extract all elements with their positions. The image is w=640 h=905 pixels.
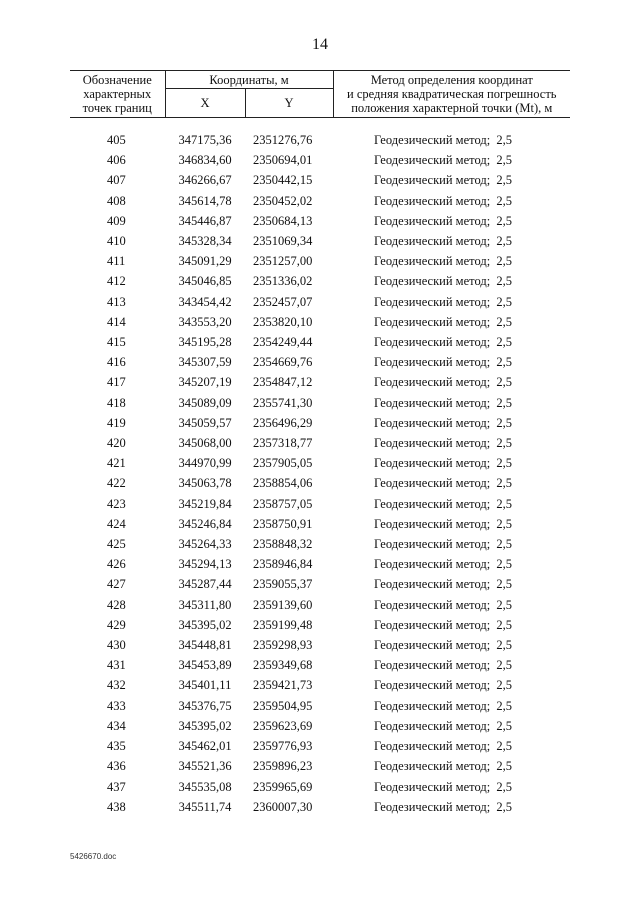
cell-x: 345294,13 xyxy=(178,557,232,572)
cell-x: 347175,36 xyxy=(178,133,232,147)
cell-point: 416 xyxy=(107,355,126,370)
cell-y: 2359298,93 xyxy=(253,638,313,653)
cell-method xyxy=(333,797,570,817)
cell-x: 345195,28 xyxy=(178,335,232,350)
cell-x: 345614,78 xyxy=(178,193,232,208)
method-text: Геодезический метод; xyxy=(374,213,491,228)
mt-value: 2,5 xyxy=(496,759,513,774)
cell-method xyxy=(333,393,570,413)
method-text: Геодезический метод; xyxy=(374,557,491,572)
mt-value: 2,5 xyxy=(496,153,513,168)
cell-y: 2350442,15 xyxy=(253,173,313,188)
cell-y: 2359349,68 xyxy=(253,658,313,673)
cell-x: 345264,33 xyxy=(178,537,232,552)
cell-method xyxy=(333,271,570,291)
cell-method xyxy=(333,332,570,352)
cell-y: 2354847,12 xyxy=(253,375,313,390)
cell-x: 345453,89 xyxy=(178,658,232,673)
method-text: Геодезический метод; xyxy=(374,153,491,168)
cell-method xyxy=(333,615,570,635)
header-method xyxy=(333,71,570,118)
method-text: Геодезический метод; xyxy=(374,739,491,754)
mt-value: 2,5 xyxy=(496,415,513,430)
cell-y: 2354249,44 xyxy=(253,335,313,350)
cell-point: 432 xyxy=(107,678,126,693)
cell-point: 430 xyxy=(107,638,126,653)
cell-method xyxy=(333,191,570,211)
table-row xyxy=(70,332,570,352)
mt-value: 2,5 xyxy=(496,436,513,451)
cell-method xyxy=(333,777,570,797)
cell-point: 438 xyxy=(107,799,126,814)
mt-value: 2,5 xyxy=(496,254,513,269)
method-text: Геодезический метод; xyxy=(374,294,491,309)
cell-point: 437 xyxy=(107,779,126,794)
coordinates-table xyxy=(70,70,570,817)
cell-y: 2351336,02 xyxy=(253,274,313,289)
cell-x: 345521,36 xyxy=(178,759,232,774)
cell-x: 346834,60 xyxy=(178,153,232,168)
table-row xyxy=(70,534,570,554)
cell-x: 346266,67 xyxy=(178,173,232,188)
mt-value: 2,5 xyxy=(496,476,513,491)
mt-value: 2,5 xyxy=(496,294,513,309)
header-method-line-1: Метод определения координат xyxy=(370,73,533,87)
table-row xyxy=(70,118,570,151)
cell-y: 2359965,69 xyxy=(253,779,313,794)
cell-y: 2353820,10 xyxy=(253,314,313,329)
cell-point: 410 xyxy=(107,234,126,249)
cell-point: 412 xyxy=(107,274,126,289)
cell-point: 426 xyxy=(107,557,126,572)
cell-y: 2356496,29 xyxy=(253,415,313,430)
cell-method xyxy=(333,118,570,151)
cell-x: 345089,09 xyxy=(178,395,232,410)
table-row xyxy=(70,251,570,271)
method-text: Геодезический метод; xyxy=(374,234,491,249)
mt-value: 2,5 xyxy=(496,314,513,329)
table-row xyxy=(70,514,570,534)
cell-y: 2359421,73 xyxy=(253,678,313,693)
mt-value: 2,5 xyxy=(496,698,513,713)
mt-value: 2,5 xyxy=(496,335,513,350)
cell-method xyxy=(333,514,570,534)
cell-point: 428 xyxy=(107,597,126,612)
method-text: Геодезический метод; xyxy=(374,335,491,350)
table-row xyxy=(70,393,570,413)
cell-y: 2350452,02 xyxy=(253,193,313,208)
cell-y: 2350694,01 xyxy=(253,153,313,168)
cell-point: 411 xyxy=(107,254,126,269)
cell-y: 2358946,84 xyxy=(253,557,313,572)
cell-x: 345207,19 xyxy=(178,375,232,390)
cell-method xyxy=(333,716,570,736)
mt-value: 2,5 xyxy=(496,557,513,572)
cell-method xyxy=(333,756,570,776)
method-text: Геодезический метод; xyxy=(374,617,491,632)
cell-method xyxy=(333,453,570,473)
mt-value: 2,5 xyxy=(496,274,513,289)
cell-x: 345046,85 xyxy=(178,274,232,289)
cell-x: 345059,57 xyxy=(178,415,232,430)
table-row xyxy=(70,797,570,817)
cell-point: 409 xyxy=(107,213,126,228)
cell-point: 435 xyxy=(107,739,126,754)
cell-x: 345311,80 xyxy=(178,597,232,612)
cell-y: 2359896,23 xyxy=(253,759,313,774)
cell-point: 424 xyxy=(107,516,126,531)
table-row xyxy=(70,312,570,332)
cell-x: 343553,20 xyxy=(178,314,232,329)
mt-value: 2,5 xyxy=(496,516,513,531)
mt-value: 2,5 xyxy=(496,193,513,208)
method-text: Геодезический метод; xyxy=(374,698,491,713)
cell-method xyxy=(333,433,570,453)
cell-x: 345376,75 xyxy=(178,698,232,713)
mt-value: 2,5 xyxy=(496,173,513,188)
table-row xyxy=(70,615,570,635)
method-text: Геодезический метод; xyxy=(374,314,491,329)
cell-y: 2360007,30 xyxy=(253,799,313,814)
table-row xyxy=(70,736,570,756)
cell-x: 343454,42 xyxy=(178,294,232,309)
cell-point: 420 xyxy=(107,436,126,451)
header-point-designation xyxy=(70,71,165,118)
cell-method xyxy=(333,372,570,392)
method-text: Геодезический метод; xyxy=(374,173,491,188)
method-text: Геодезический метод; xyxy=(374,456,491,471)
cell-x: 345068,00 xyxy=(178,436,232,451)
header-x: X xyxy=(165,89,245,118)
header-coordinates: Координаты, м xyxy=(165,71,333,89)
cell-x: 344970,99 xyxy=(178,456,232,471)
cell-point: 406 xyxy=(107,153,126,168)
mt-value: 2,5 xyxy=(496,739,513,754)
cell-y: 2357905,05 xyxy=(253,456,313,471)
method-text: Геодезический метод; xyxy=(374,718,491,733)
cell-x: 345287,44 xyxy=(178,577,232,592)
cell-y: 2358854,06 xyxy=(253,476,313,491)
cell-point: 429 xyxy=(107,617,126,632)
table-row xyxy=(70,635,570,655)
table-row xyxy=(70,494,570,514)
cell-method xyxy=(333,534,570,554)
cell-x: 345063,78 xyxy=(178,476,232,491)
cell-method xyxy=(333,574,570,594)
cell-y: 2359504,95 xyxy=(253,698,313,713)
mt-value: 2,5 xyxy=(496,799,513,814)
method-text: Геодезический метод; xyxy=(374,537,491,552)
cell-point: 434 xyxy=(107,718,126,733)
mt-value: 2,5 xyxy=(496,537,513,552)
cell-y: 2354669,76 xyxy=(253,355,313,370)
cell-y: 2352457,07 xyxy=(253,294,313,309)
table-header xyxy=(70,71,570,118)
cell-method xyxy=(333,554,570,574)
table-row xyxy=(70,655,570,675)
cell-point: 419 xyxy=(107,415,126,430)
mt-value: 2,5 xyxy=(496,395,513,410)
mt-value: 2,5 xyxy=(496,375,513,390)
cell-y: 2350684,13 xyxy=(253,213,313,228)
cell-y: 2359623,69 xyxy=(253,718,313,733)
cell-method xyxy=(333,170,570,190)
cell-point: 431 xyxy=(107,658,126,673)
cell-x: 345448,81 xyxy=(178,638,232,653)
cell-method xyxy=(333,696,570,716)
cell-method xyxy=(333,675,570,695)
cell-point: 423 xyxy=(107,496,126,511)
mt-value: 2,5 xyxy=(496,456,513,471)
cell-point: 422 xyxy=(107,476,126,491)
header-method-line-2: и средняя квадратическая погрешность xyxy=(347,87,557,101)
cell-x: 345401,11 xyxy=(178,678,232,693)
cell-method xyxy=(333,473,570,493)
cell-x: 345246,84 xyxy=(178,516,232,531)
mt-value: 2,5 xyxy=(496,658,513,673)
cell-y: 2359776,93 xyxy=(253,739,313,754)
cell-y: 2358848,32 xyxy=(253,537,313,552)
cell-method xyxy=(333,413,570,433)
mt-value: 2,5 xyxy=(496,779,513,794)
cell-method xyxy=(333,150,570,170)
mt-value: 2,5 xyxy=(496,234,513,249)
method-text: Геодезический метод; xyxy=(374,799,491,814)
method-text: Геодезический метод; xyxy=(374,254,491,269)
cell-point: 421 xyxy=(107,456,126,471)
cell-point: 405 xyxy=(107,133,126,147)
cell-point: 408 xyxy=(107,193,126,208)
table-row xyxy=(70,271,570,291)
cell-x: 345462,01 xyxy=(178,739,232,754)
cell-method xyxy=(333,635,570,655)
header-point-line-3: точек границ xyxy=(82,101,152,115)
cell-method xyxy=(333,595,570,615)
table-row xyxy=(70,473,570,493)
table-row xyxy=(70,191,570,211)
mt-value: 2,5 xyxy=(496,617,513,632)
method-text: Геодезический метод; xyxy=(374,516,491,531)
cell-x: 345307,59 xyxy=(178,355,232,370)
method-text: Геодезический метод; xyxy=(374,759,491,774)
cell-point: 427 xyxy=(107,577,126,592)
mt-value: 2,5 xyxy=(496,678,513,693)
cell-y: 2355741,30 xyxy=(253,395,313,410)
cell-method xyxy=(333,292,570,312)
cell-point: 436 xyxy=(107,759,126,774)
cell-x: 345395,02 xyxy=(178,718,232,733)
page-number: 14 xyxy=(312,36,328,53)
method-text: Геодезический метод; xyxy=(374,436,491,451)
header-point-line-1: Обозначение xyxy=(82,73,152,87)
mt-value: 2,5 xyxy=(496,213,513,228)
cell-method xyxy=(333,352,570,372)
mt-value: 2,5 xyxy=(496,496,513,511)
header-point-line-2: характерных xyxy=(83,87,152,101)
table-row xyxy=(70,696,570,716)
method-text: Геодезический метод; xyxy=(374,415,491,430)
table-row xyxy=(70,292,570,312)
cell-point: 417 xyxy=(107,375,126,390)
cell-point: 407 xyxy=(107,173,126,188)
mt-value: 2,5 xyxy=(496,597,513,612)
method-text: Геодезический метод; xyxy=(374,133,491,147)
cell-method xyxy=(333,251,570,271)
method-text: Геодезический метод; xyxy=(374,577,491,592)
cell-y: 2351069,34 xyxy=(253,234,313,249)
cell-y: 2359139,60 xyxy=(253,597,313,612)
method-text: Геодезический метод; xyxy=(374,779,491,794)
table-row xyxy=(70,150,570,170)
method-text: Геодезический метод; xyxy=(374,274,491,289)
table-row xyxy=(70,756,570,776)
mt-value: 2,5 xyxy=(496,718,513,733)
mt-value: 2,5 xyxy=(496,133,513,147)
mt-value: 2,5 xyxy=(496,577,513,592)
table-row xyxy=(70,231,570,251)
method-text: Геодезический метод; xyxy=(374,476,491,491)
footer-filename: 5426670.doc xyxy=(70,852,117,861)
cell-x: 345511,74 xyxy=(178,799,232,814)
table-row xyxy=(70,453,570,473)
cell-y: 2359199,48 xyxy=(253,617,313,632)
header-method-line-3: положения характерной точки (Mt), м xyxy=(351,101,553,115)
cell-y: 2359055,37 xyxy=(253,577,313,592)
cell-x: 345395,02 xyxy=(178,617,232,632)
cell-point: 433 xyxy=(107,698,126,713)
cell-y: 2351257,00 xyxy=(253,254,313,269)
cell-x: 345219,84 xyxy=(178,496,232,511)
table-row xyxy=(70,777,570,797)
method-text: Геодезический метод; xyxy=(374,678,491,693)
method-text: Геодезический метод; xyxy=(374,395,491,410)
table-row xyxy=(70,554,570,574)
cell-method xyxy=(333,655,570,675)
method-text: Геодезический метод; xyxy=(374,638,491,653)
cell-point: 418 xyxy=(107,395,126,410)
cell-x: 345328,34 xyxy=(178,234,232,249)
cell-x: 345091,29 xyxy=(178,254,232,269)
method-text: Геодезический метод; xyxy=(374,193,491,208)
cell-method xyxy=(333,494,570,514)
cell-method xyxy=(333,231,570,251)
cell-point: 425 xyxy=(107,537,126,552)
table-row xyxy=(70,433,570,453)
table-row xyxy=(70,574,570,594)
table-row xyxy=(70,211,570,231)
table-row xyxy=(70,170,570,190)
cell-y: 2358757,05 xyxy=(253,496,313,511)
method-text: Геодезический метод; xyxy=(374,658,491,673)
cell-y: 2351276,76 xyxy=(253,133,313,147)
method-text: Геодезический метод; xyxy=(374,355,491,370)
cell-x: 345535,08 xyxy=(178,779,232,794)
cell-point: 413 xyxy=(107,294,126,309)
table-row xyxy=(70,413,570,433)
cell-point: 415 xyxy=(107,335,126,350)
cell-method xyxy=(333,736,570,756)
table-row xyxy=(70,352,570,372)
cell-y: 2357318,77 xyxy=(253,436,313,451)
header-y: Y xyxy=(245,89,333,118)
method-text: Геодезический метод; xyxy=(374,597,491,612)
cell-x: 345446,87 xyxy=(178,213,232,228)
method-text: Геодезический метод; xyxy=(374,375,491,390)
cell-method xyxy=(333,211,570,231)
cell-point: 414 xyxy=(107,314,126,329)
cell-method xyxy=(333,312,570,332)
table-row xyxy=(70,675,570,695)
table-row xyxy=(70,595,570,615)
mt-value: 2,5 xyxy=(496,638,513,653)
cell-y: 2358750,91 xyxy=(253,516,313,531)
method-text: Геодезический метод; xyxy=(374,496,491,511)
table-row xyxy=(70,716,570,736)
mt-value: 2,5 xyxy=(496,355,513,370)
table-body xyxy=(70,118,570,817)
table-row xyxy=(70,372,570,392)
